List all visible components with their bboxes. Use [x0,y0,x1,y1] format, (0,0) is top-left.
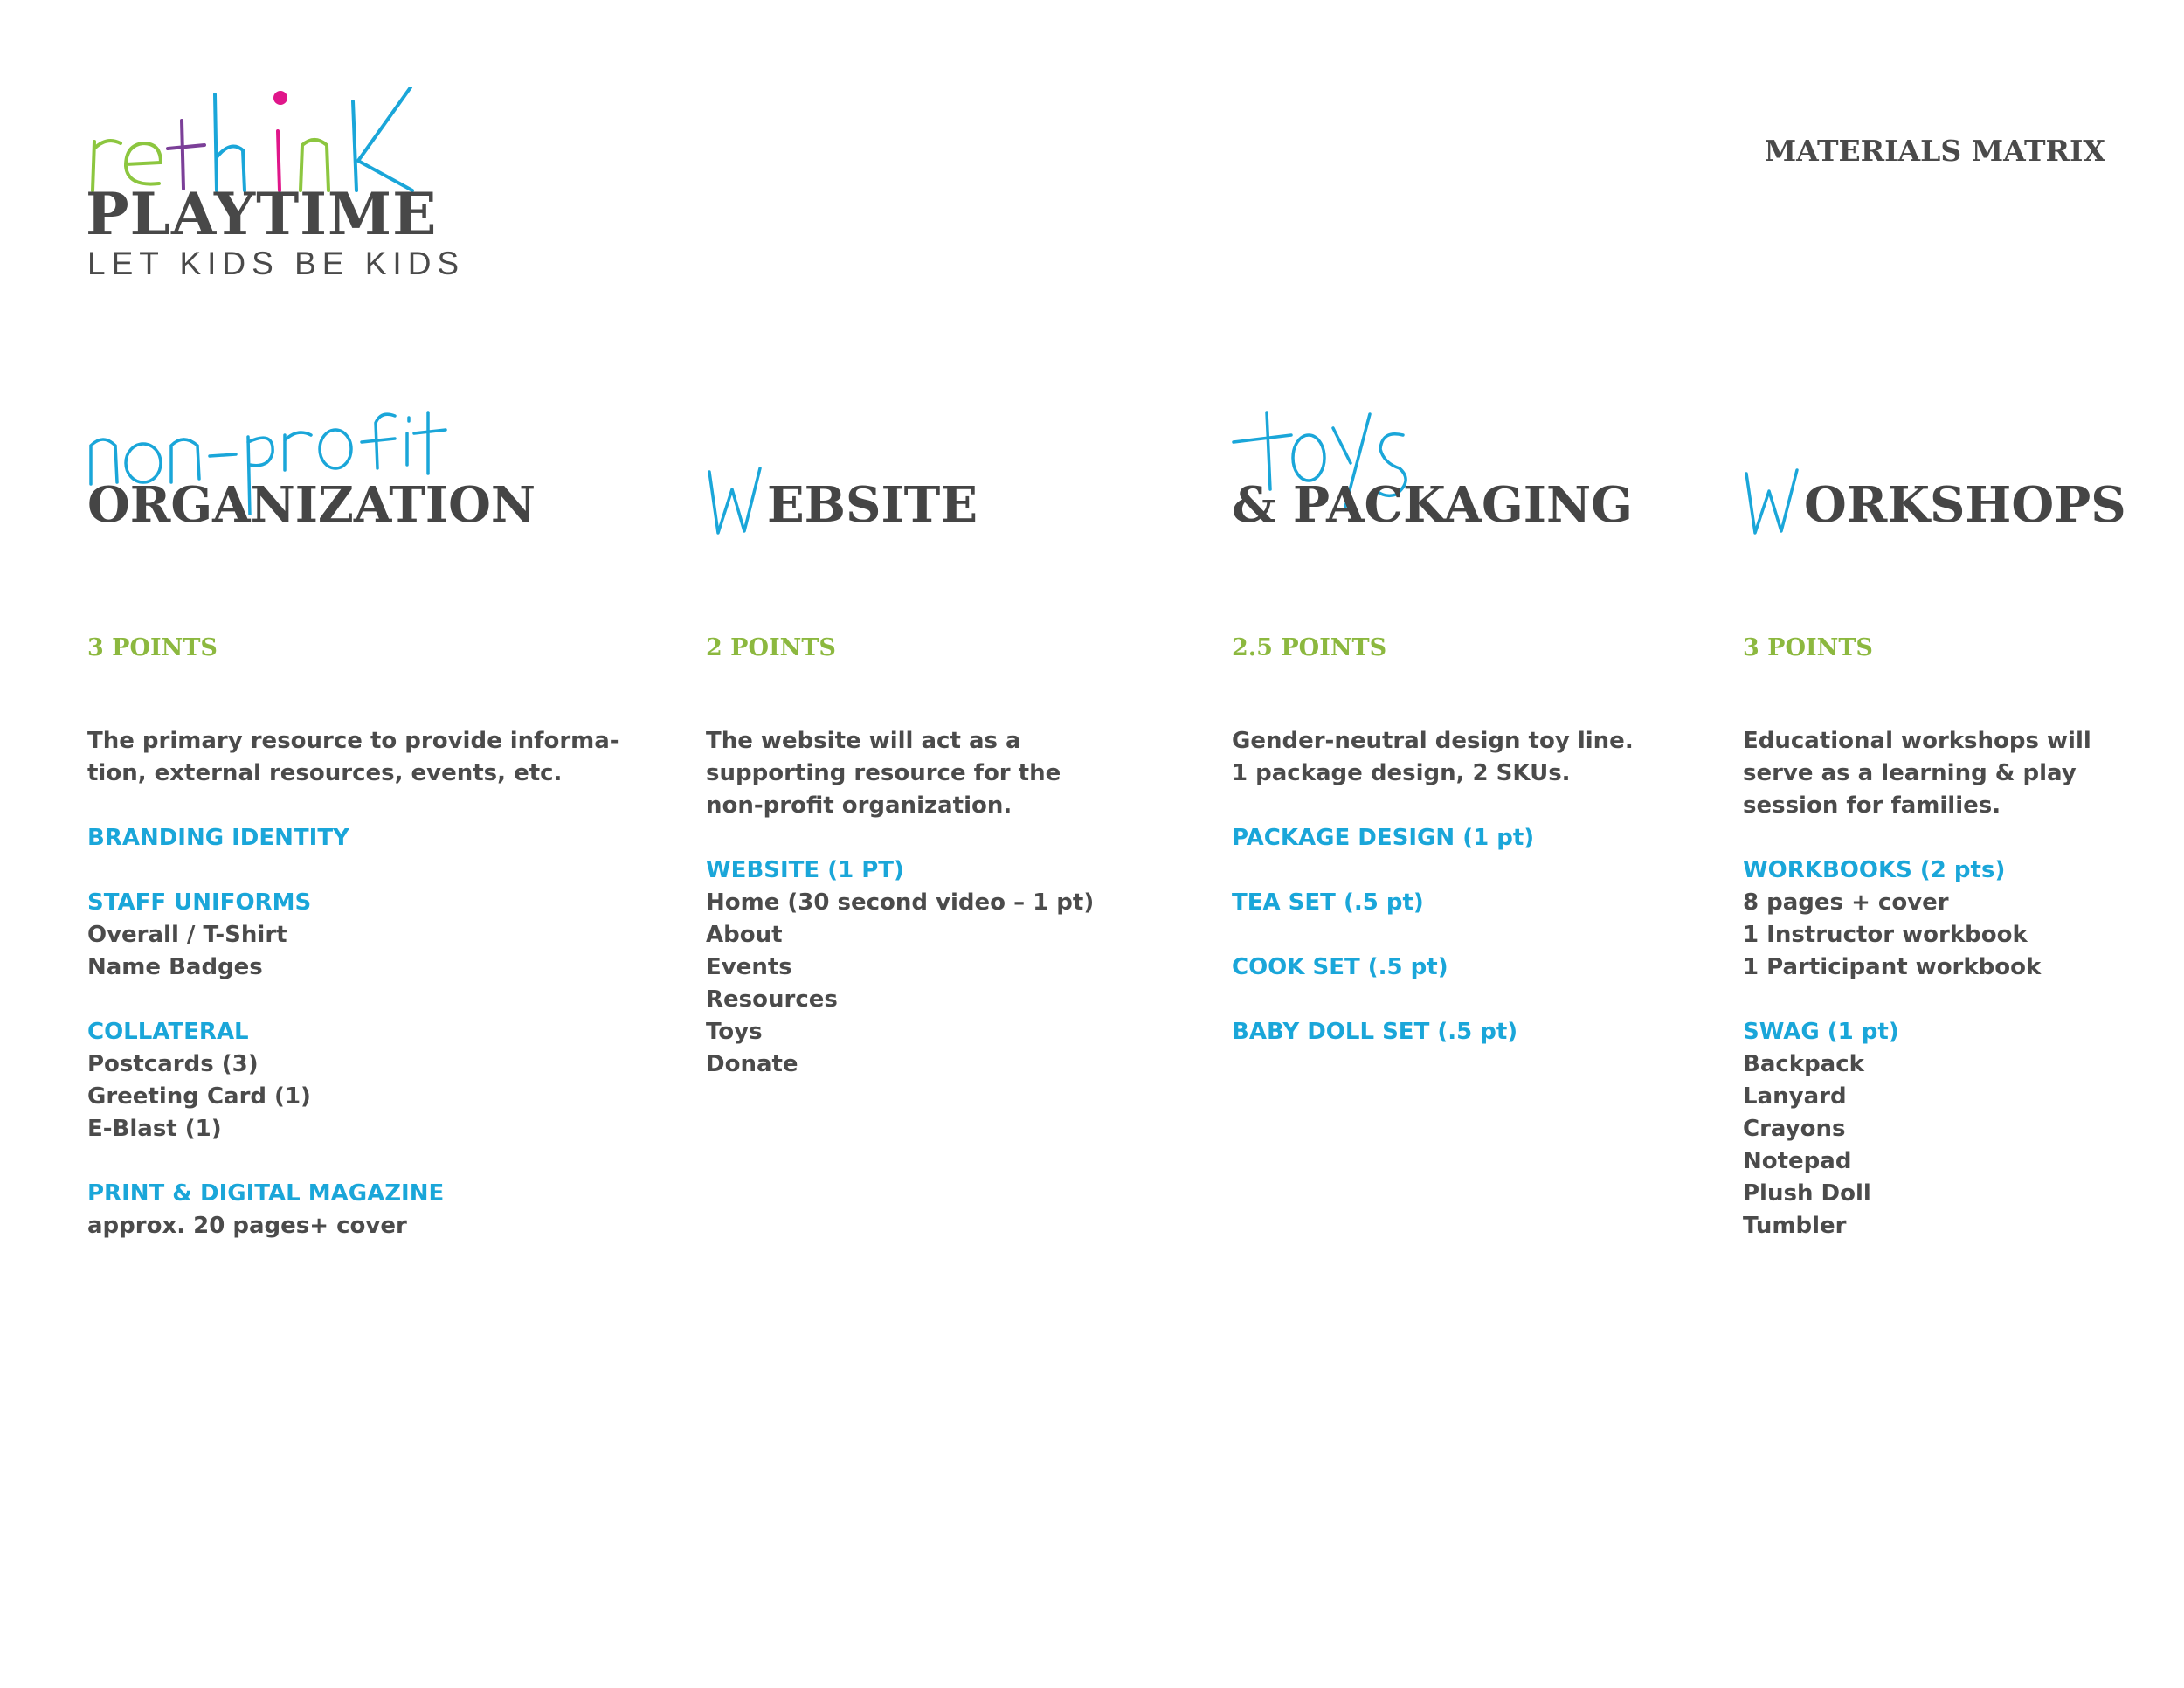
section-title: COOK SET (.5 pt) [1232,954,1448,980]
logo-tagline: LET KIDS BE KIDS [87,246,466,281]
column-heading: & PACKAGING [1232,476,1633,534]
section-title: TEA SET (.5 pt) [1232,889,1424,916]
list-item: Lanyard [1743,1083,1847,1110]
column-body [1232,725,1634,1048]
description-line: Gender-neutral design toy line. [1232,728,1634,754]
description-line: supporting resource for the [706,760,1061,786]
rethink-playtime-logo [86,87,466,288]
section-title: WEBSITE (1 PT) [706,857,904,883]
list-item: Tumbler [1743,1213,1847,1239]
list-item: Plush Doll [1743,1180,1871,1207]
description-line: 1 package design, 2 SKUs. [1232,760,1571,786]
description-line: tion, external resources, events, etc. [87,760,563,786]
column-heading: EBSITE [767,476,978,534]
column-body [706,725,1094,1081]
document-title: MATERIALS MATRIX [1764,134,2105,168]
column-heading-group [1743,411,2162,550]
points-label: 2.5 POINTS [1232,634,1387,661]
description-line: The primary resource to provide informa- [87,728,619,754]
points-label: 3 POINTS [87,634,218,661]
column-heading: ORGANIZATION [87,476,536,534]
list-item: Resources [706,986,838,1013]
column-toys-packaging [1232,411,1721,1045]
description-line: serve as a learning & play [1743,760,2077,786]
column-heading-group [87,411,612,550]
column-website [706,411,1195,1077]
w-script-lettering [1743,411,1813,550]
section-title: WORKBOOKS (2 pts) [1743,857,2006,883]
column-workshops [1743,411,2162,1239]
section-title: PACKAGE DESIGN (1 pt) [1232,825,1535,851]
rethink-script-lettering [86,87,453,192]
list-item: Overall / T-Shirt [87,922,287,948]
points-label: 3 POINTS [1743,634,1873,661]
list-item: Notepad [1743,1148,1852,1174]
list-item: Home (30 second video – 1 pt) [706,889,1095,916]
list-item: Toys [706,1019,763,1045]
section-title: SWAG (1 pt) [1743,1019,1899,1045]
list-item: Greeting Card (1) [87,1083,311,1110]
section-title: BABY DOLL SET (.5 pt) [1232,1019,1518,1045]
column-heading: ORKSHOPS [1804,476,2126,534]
list-item: 1 Instructor workbook [1743,922,2028,948]
description-line: session for families. [1743,792,2001,819]
list-item: approx. 20 pages+ cover [87,1213,407,1239]
column-heading-group [1232,411,1721,550]
list-item: Donate [706,1051,798,1077]
list-item: 1 Participant workbook [1743,954,2042,980]
list-item: E-Blast (1) [87,1116,222,1142]
list-item: Events [706,954,792,980]
section-title: STAFF UNIFORMS [87,889,312,916]
list-item: Postcards (3) [87,1051,259,1077]
column-body [1743,725,2091,1242]
section-title: BRANDING IDENTITY [87,825,349,851]
description-line: non-profit organization. [706,792,1013,819]
description-line: The website will act as a [706,728,1021,754]
section-title: PRINT & DIGITAL MAGAZINE [87,1180,445,1207]
w-script-lettering [706,411,776,550]
section-title: COLLATERAL [87,1019,249,1045]
logo-wordmark: PLAYTIME [86,180,438,248]
list-item: 8 pages + cover [1743,889,1949,916]
column-body [87,725,619,1242]
list-item: About [706,922,783,948]
list-item: Backpack [1743,1051,1864,1077]
column-organization [87,411,619,1239]
list-item: Crayons [1743,1116,1846,1142]
description-line: Educational workshops will [1743,728,2091,754]
points-label: 2 POINTS [706,634,836,661]
column-heading-group [706,411,1195,550]
list-item: Name Badges [87,954,263,980]
